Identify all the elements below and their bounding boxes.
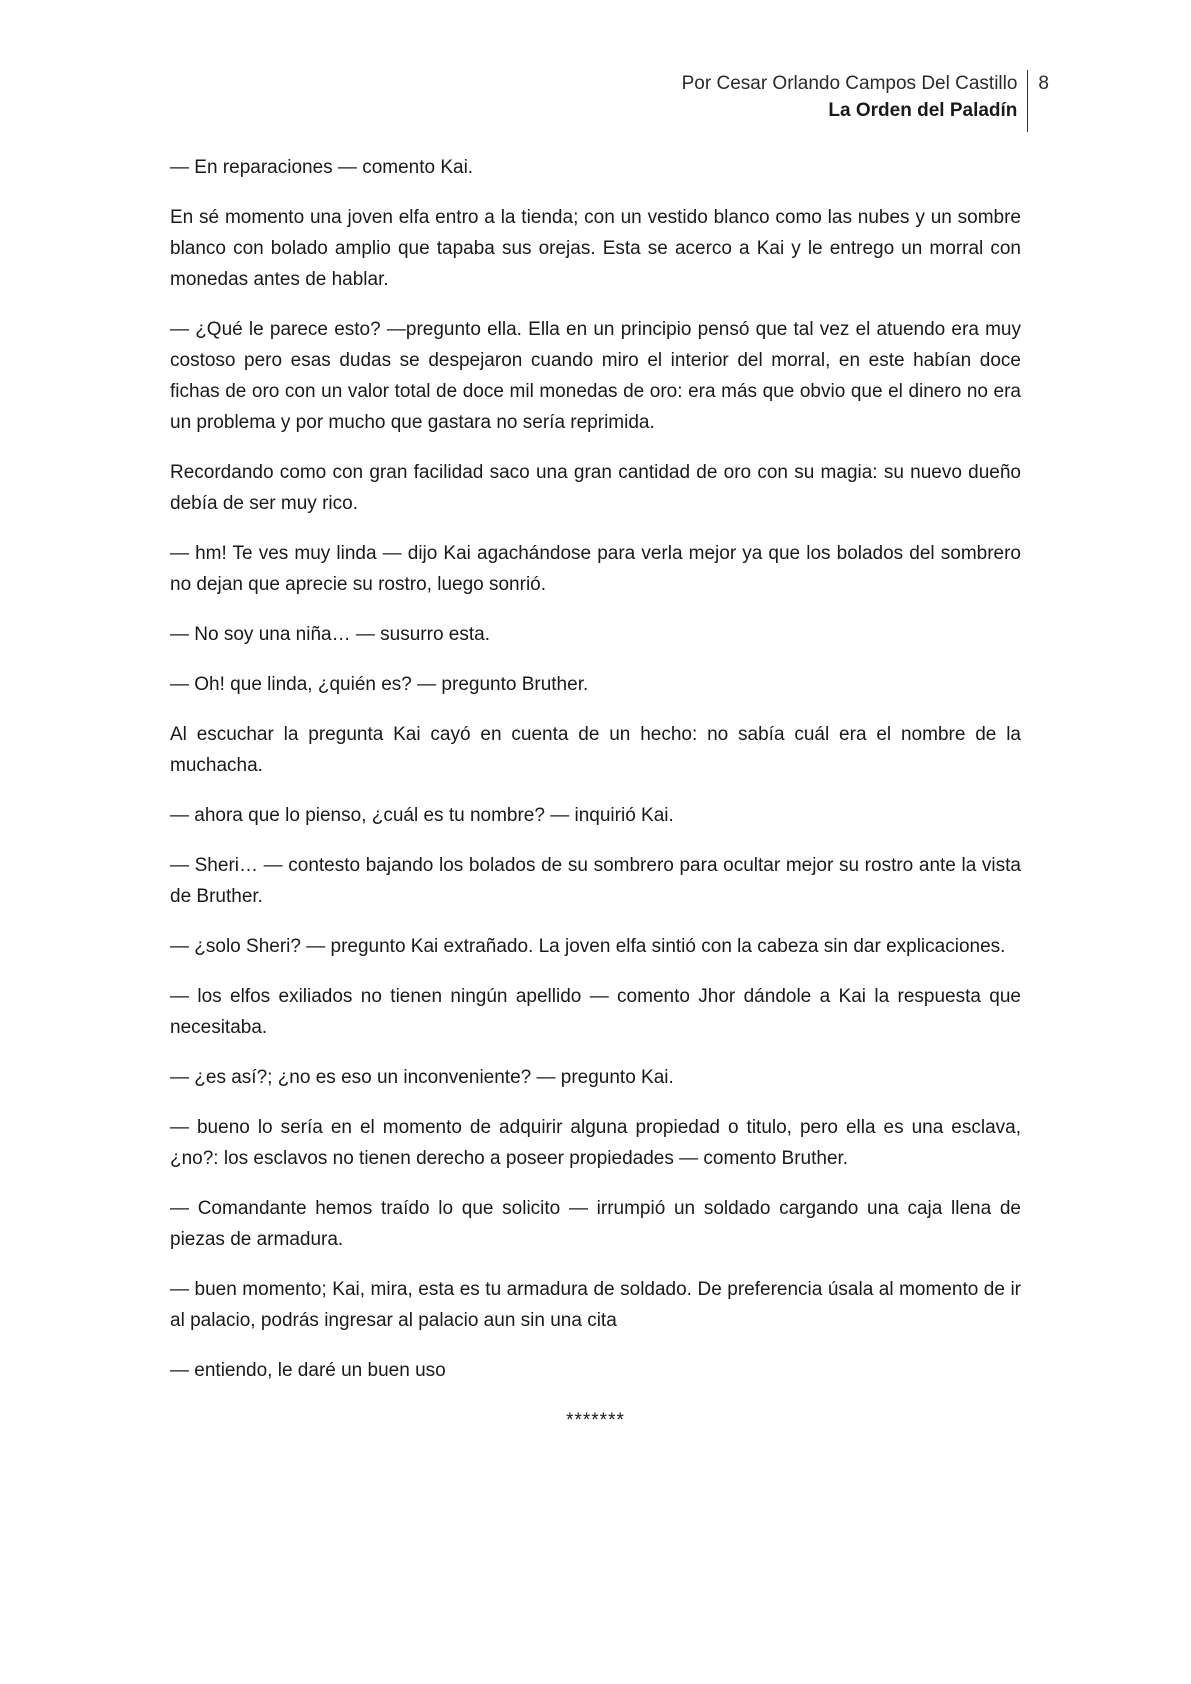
- paragraph: — Comandante hemos traído lo que solicito — irrumpió un soldado cargando una caja llena de piezas de armadura.: [170, 1198, 1021, 1250]
- paragraph: — los elfos exiliados no tienen ningún apellido — comento Jhor dándole a Kai la respuesta que necesitaba.: [170, 986, 1021, 1038]
- paragraph: Al escuchar la pregunta Kai cayó en cuenta de un hecho: no sabía cuál era el nombre de la muchacha.: [170, 724, 1021, 776]
- page-body: [170, 152, 1021, 1436]
- paragraph: — En reparaciones — comento Kai.: [170, 157, 474, 178]
- paragraph: — entiendo, le daré un buen uso: [170, 1360, 446, 1381]
- page-number: 8: [1038, 73, 1049, 94]
- paragraph: — bueno lo sería en el momento de adquirir alguna propiedad o titulo, pero ella es una esclava, ¿no?: los esclavos no tienen derecho a poseer propiedades — comento Bruther.: [170, 1117, 1021, 1169]
- header-author: Por Cesar Orlando Campos Del Castillo: [681, 73, 1018, 94]
- paragraph: — ahora que lo pienso, ¿cuál es tu nombre? — inquirió Kai.: [170, 805, 674, 826]
- paragraph: — hm! Te ves muy linda — dijo Kai agachándose para verla mejor ya que los bolados del sombrero no dejan que aprecie su rostro, luego sonrió.: [170, 543, 1021, 595]
- paragraph: — Sheri… — contesto bajando los bolados de su sombrero para ocultar mejor su rostro ante la vista de Bruther.: [170, 855, 1021, 907]
- page-header: [682, 70, 1049, 132]
- paragraph: — Oh! que linda, ¿quién es? — pregunto Bruther.: [170, 674, 589, 695]
- scene-separator: *******: [566, 1410, 625, 1431]
- paragraph: — buen momento; Kai, mira, esta es tu armadura de soldado. De preferencia úsala al momento de ir al palacio, podrás ingresar al palacio aun sin una cita: [170, 1279, 1021, 1331]
- paragraph: — ¿es así?; ¿no es eso un inconveniente? — pregunto Kai.: [170, 1067, 674, 1088]
- paragraph: — ¿Qué le parece esto? —pregunto ella. Ella en un principio pensó que tal vez el atuendo era muy costoso pero esas dudas se despejaron cuando miro el interior del morral, en este habían doce fichas de oro con un valor total de doce mil monedas de oro: era más que obvio que el dinero no era un problema y por mucho que gastara no sería reprimida.: [170, 319, 1021, 433]
- header-book-title: La Orden del Paladín: [828, 100, 1018, 121]
- paragraph: Recordando como con gran facilidad saco una gran cantidad de oro con su magia: su nuevo dueño debía de ser muy rico.: [170, 462, 1021, 514]
- paragraph: — No soy una niña… — susurro esta.: [170, 624, 490, 645]
- paragraph: En sé momento una joven elfa entro a la tienda; con un vestido blanco como las nubes y un sombre blanco con bolado amplio que tapaba sus orejas. Esta se acerco a Kai y le entrego un morral con monedas antes de hablar.: [170, 207, 1021, 290]
- paragraph: — ¿solo Sheri? — pregunto Kai extrañado. La joven elfa sintió con la cabeza sin dar explicaciones.: [170, 936, 1006, 957]
- header-text-block: [682, 70, 1029, 132]
